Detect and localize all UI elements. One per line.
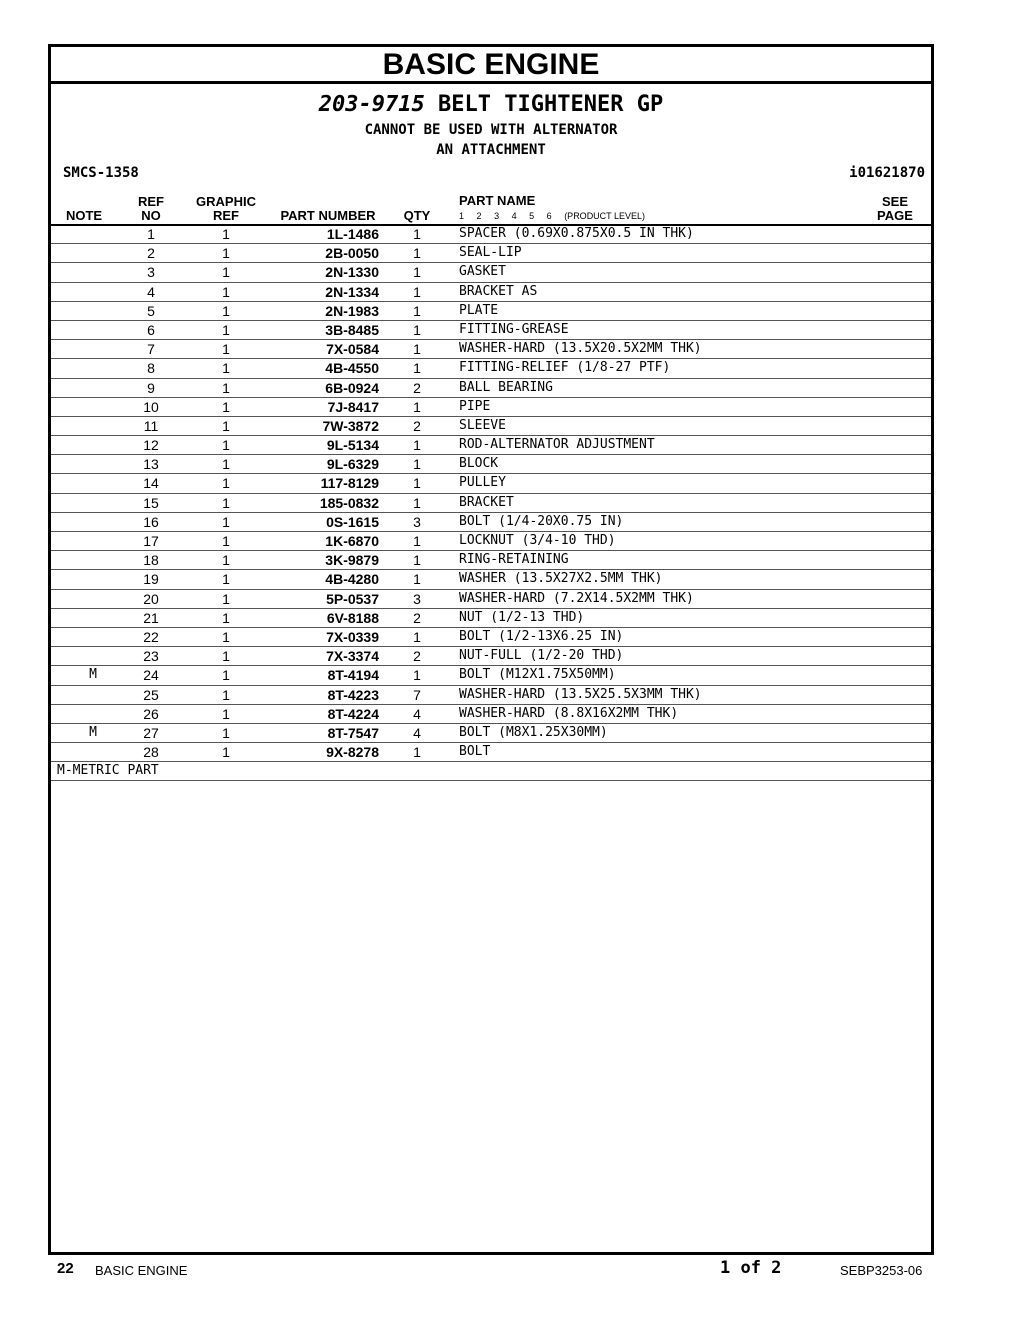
- table-row: [51, 647, 931, 666]
- col-note: NOTE: [65, 208, 103, 223]
- part-number-cell: 7X-0584: [326, 341, 379, 358]
- part-number-cell: 185-0832: [319, 494, 379, 511]
- part-name-cell: GASKET: [459, 264, 506, 280]
- graphic-ref-cell: 1: [222, 226, 230, 242]
- graphic-ref-cell: 1: [222, 686, 230, 703]
- footer-page-number: 22: [57, 1260, 74, 1277]
- graphic-ref-cell: 1: [222, 475, 230, 492]
- table-row: [51, 686, 931, 705]
- part-name-cell: PULLEY: [459, 475, 506, 491]
- graphic-ref-cell: 1: [222, 283, 230, 300]
- table-row: [51, 628, 931, 647]
- ref-no-cell: 22: [143, 628, 159, 645]
- table-row: [51, 494, 931, 513]
- part-name-cell: ROD-ALTERNATOR ADJUSTMENT: [459, 437, 655, 453]
- table-row: [51, 417, 931, 436]
- smcs-code: SMCS-1358: [63, 165, 139, 181]
- group-title: [51, 91, 931, 119]
- product-level-digit: 1: [459, 211, 465, 221]
- ref-no-cell: 16: [143, 513, 159, 530]
- part-number-cell: 6B-0924: [325, 379, 379, 396]
- qty-cell: 1: [413, 398, 421, 415]
- ref-no-cell: 25: [143, 686, 159, 703]
- part-name-cell: NUT-FULL (1/2-20 THD): [459, 648, 624, 664]
- table-row: [51, 283, 931, 302]
- ref-no-cell: 4: [147, 283, 155, 300]
- part-name-cell: WASHER-HARD (13.5X20.5X2MM THK): [459, 341, 702, 357]
- qty-cell: 1: [413, 341, 421, 358]
- qty-cell: 1: [413, 302, 421, 319]
- product-level-label: (PRODUCT LEVEL): [564, 211, 646, 221]
- ref-no-cell: 13: [143, 456, 159, 473]
- part-number-cell: 7J-8417: [327, 398, 379, 415]
- graphic-ref-cell: 1: [222, 571, 230, 588]
- qty-cell: 1: [413, 321, 421, 338]
- group-name: BELT TIGHTENER GP: [438, 92, 664, 117]
- parts-list-frame: [48, 44, 934, 1255]
- graphic-ref-cell: 1: [222, 456, 230, 473]
- table-row: [51, 551, 931, 570]
- ref-no-cell: 9: [147, 379, 155, 396]
- ref-no-cell: 24: [143, 667, 159, 684]
- graphic-ref-cell: 1: [222, 513, 230, 530]
- footnote: M-METRIC PART: [51, 762, 931, 781]
- ref-no-cell: 17: [143, 533, 159, 549]
- col-ref-bottom: NO: [141, 208, 161, 223]
- part-number-cell: 7X-3374: [326, 648, 379, 665]
- graphic-ref-cell: 1: [222, 533, 230, 549]
- ref-no-cell: 27: [143, 724, 159, 741]
- table-row: [51, 705, 931, 724]
- part-number-cell: 117-8129: [320, 475, 379, 492]
- graphic-ref-cell: 1: [222, 667, 230, 684]
- table-row: [51, 590, 931, 609]
- col-part-name: PART NAME: [459, 193, 536, 208]
- qty-cell: 1: [413, 628, 421, 645]
- graphic-ref-cell: 1: [222, 744, 230, 761]
- part-number-cell: 7W-3872: [322, 417, 379, 434]
- graphic-ref-cell: 1: [222, 590, 230, 607]
- part-name-cell: LOCKNUT (3/4-10 THD): [459, 533, 616, 548]
- table-row: [51, 724, 931, 743]
- qty-cell: 1: [413, 667, 421, 684]
- table-row: [51, 570, 931, 589]
- part-number-cell: 2N-1330: [325, 264, 379, 281]
- table-row: [51, 302, 931, 321]
- part-name-cell: BOLT (1/4-20X0.75 IN): [459, 513, 624, 529]
- table-row: [51, 244, 931, 263]
- part-number-cell: 0S-1615: [326, 513, 379, 530]
- part-name-cell: BALL BEARING: [459, 379, 553, 395]
- part-name-cell: BRACKET AS: [459, 283, 538, 299]
- ref-no-cell: 1: [147, 226, 155, 242]
- qty-cell: 4: [413, 724, 421, 741]
- part-number-cell: 2N-1334: [325, 283, 379, 300]
- table-row: [51, 379, 931, 398]
- qty-cell: 2: [413, 648, 421, 665]
- qty-cell: 1: [413, 552, 421, 569]
- ref-no-cell: 2: [147, 245, 155, 262]
- ref-no-cell: 28: [143, 744, 159, 761]
- qty-cell: 1: [413, 226, 421, 242]
- ref-no-cell: 12: [143, 437, 159, 454]
- part-number-cell: 8T-4194: [327, 667, 379, 684]
- table-row: [51, 666, 931, 685]
- table-row: [51, 743, 931, 762]
- table-row: [51, 455, 931, 474]
- part-number-cell: 9L-5134: [326, 437, 379, 454]
- part-name-cell: BLOCK: [459, 456, 499, 472]
- illustration-id: i01621870: [849, 165, 925, 181]
- graphic-ref-cell: 1: [222, 245, 230, 262]
- qty-cell: 3: [413, 513, 421, 530]
- graphic-ref-cell: 1: [222, 552, 230, 569]
- part-name-cell: NUT (1/2-13 THD): [459, 609, 585, 625]
- part-name-cell: SLEEVE: [459, 417, 506, 433]
- product-level-digit: 4: [511, 211, 517, 221]
- qty-cell: 2: [413, 379, 421, 396]
- ref-no-cell: 7: [147, 341, 155, 358]
- footer-publication: SEBP3253-06: [840, 1263, 923, 1278]
- qty-cell: 1: [413, 360, 421, 377]
- ref-no-cell: 15: [143, 494, 159, 511]
- table-row: [51, 398, 931, 417]
- table-row: [51, 532, 931, 551]
- graphic-ref-cell: 1: [222, 379, 230, 396]
- part-number-cell: 1L-1486: [326, 226, 379, 242]
- footer-page-of: 1 of 2: [720, 1258, 782, 1278]
- part-number-cell: 4B-4280: [325, 571, 379, 588]
- qty-cell: 1: [413, 456, 421, 473]
- part-name-cell: BOLT (M12X1.75X50MM): [459, 667, 616, 683]
- col-see-bottom: PAGE: [877, 208, 913, 223]
- qty-cell: 1: [413, 264, 421, 281]
- graphic-ref-cell: 1: [222, 360, 230, 377]
- graphic-ref-cell: 1: [222, 321, 230, 338]
- ref-no-cell: 18: [143, 552, 159, 569]
- qty-cell: 1: [413, 245, 421, 262]
- qty-cell: 1: [413, 533, 421, 549]
- part-number-cell: 9X-8278: [326, 744, 379, 761]
- graphic-ref-cell: 1: [222, 264, 230, 281]
- parts-table: [51, 225, 931, 781]
- part-number-cell: 9L-6329: [326, 456, 379, 473]
- product-level-digit: 3: [494, 211, 500, 221]
- part-number-cell: 5P-0537: [326, 590, 379, 607]
- qty-cell: 1: [413, 437, 421, 454]
- subtitle-line-2: AN ATTACHMENT: [436, 142, 546, 158]
- table-row: [51, 359, 931, 378]
- ref-no-cell: 10: [143, 398, 159, 415]
- part-name-cell: SPACER (0.69X0.875X0.5 IN THK): [459, 226, 694, 241]
- graphic-ref-cell: 1: [222, 302, 230, 319]
- ref-no-cell: 21: [143, 609, 159, 626]
- part-number-cell: 2B-0050: [325, 245, 379, 262]
- part-name-cell: BRACKET: [459, 494, 514, 510]
- note-cell: M: [89, 724, 97, 740]
- table-row: [51, 474, 931, 493]
- note-cell: M: [89, 667, 97, 683]
- table-row: [51, 321, 931, 340]
- qty-cell: 1: [413, 494, 421, 511]
- ref-no-cell: 23: [143, 648, 159, 665]
- part-name-cell: PLATE: [459, 302, 499, 318]
- graphic-ref-cell: 1: [222, 341, 230, 358]
- ref-no-cell: 19: [143, 571, 159, 588]
- graphic-ref-cell: 1: [222, 437, 230, 454]
- graphic-ref-cell: 1: [222, 648, 230, 665]
- qty-cell: 1: [413, 744, 421, 761]
- ref-no-cell: 14: [143, 475, 159, 492]
- footer-section: BASIC ENGINE: [95, 1263, 188, 1278]
- graphic-ref-cell: 1: [222, 609, 230, 626]
- graphic-ref-cell: 1: [222, 628, 230, 645]
- graphic-ref-cell: 1: [222, 494, 230, 511]
- part-number-cell: 3B-8485: [325, 321, 379, 338]
- graphic-ref-cell: 1: [222, 398, 230, 415]
- col-qty: QTY: [403, 208, 431, 223]
- ref-no-cell: 20: [143, 590, 159, 607]
- part-name-cell: PIPE: [459, 398, 491, 414]
- table-row: [51, 513, 931, 532]
- col-graphic-top: GRAPHIC: [196, 194, 256, 209]
- part-name-cell: WASHER-HARD (13.5X25.5X3MM THK): [459, 686, 702, 702]
- product-levels: [459, 211, 655, 221]
- part-number-cell: 3K-9879: [325, 552, 379, 569]
- subtitle-line-1: CANNOT BE USED WITH ALTERNATOR: [364, 122, 618, 138]
- part-name-cell: WASHER-HARD (7.2X14.5X2MM THK): [459, 590, 694, 606]
- col-part-number: PART NUMBER: [280, 208, 376, 223]
- part-number-cell: 8T-4223: [327, 686, 379, 703]
- qty-cell: 1: [413, 475, 421, 492]
- part-number-cell: 4B-4550: [325, 360, 379, 377]
- part-number-cell: 2N-1983: [325, 302, 379, 319]
- col-see-top: SEE: [881, 194, 908, 209]
- ref-no-cell: 6: [147, 321, 155, 338]
- qty-cell: 3: [413, 590, 421, 607]
- col-ref-top: REF: [138, 194, 164, 209]
- graphic-ref-cell: 1: [222, 724, 230, 741]
- part-name-cell: BOLT (1/2-13X6.25 IN): [459, 628, 624, 644]
- section-title: BASIC ENGINE: [51, 47, 931, 84]
- table-row: [51, 263, 931, 282]
- product-level-digit: 5: [529, 211, 535, 221]
- ref-no-cell: 5: [147, 302, 155, 319]
- table-row: [51, 436, 931, 455]
- part-name-cell: SEAL-LIP: [459, 245, 522, 261]
- table-row: [51, 340, 931, 359]
- qty-cell: 7: [413, 686, 421, 703]
- ref-no-cell: 11: [143, 417, 159, 434]
- part-name-cell: FITTING-GREASE: [459, 321, 569, 337]
- qty-cell: 2: [413, 417, 421, 434]
- qty-cell: 4: [413, 705, 421, 722]
- qty-cell: 1: [413, 283, 421, 300]
- qty-cell: 2: [413, 609, 421, 626]
- product-level-digit: 6: [546, 211, 552, 221]
- part-number-cell: 7X-0339: [326, 628, 379, 645]
- part-name-cell: RING-RETAINING: [459, 552, 569, 568]
- part-name-cell: BOLT (M8X1.25X30MM): [459, 724, 608, 740]
- part-name-cell: FITTING-RELIEF (1/8-27 PTF): [459, 360, 671, 376]
- part-name-cell: BOLT: [459, 744, 491, 760]
- part-name-cell: WASHER (13.5X27X2.5MM THK): [459, 571, 663, 587]
- part-number-cell: 1K-6870: [325, 533, 379, 549]
- table-row: [51, 609, 931, 628]
- graphic-ref-cell: 1: [222, 705, 230, 722]
- qty-cell: 1: [413, 571, 421, 588]
- graphic-ref-cell: 1: [222, 417, 230, 434]
- product-level-digit: 2: [476, 211, 482, 221]
- part-number-cell: 8T-7547: [327, 724, 379, 741]
- table-row: [51, 225, 931, 244]
- ref-no-cell: 3: [147, 264, 155, 281]
- part-number-cell: 8T-4224: [327, 705, 379, 722]
- ref-no-cell: 8: [147, 360, 155, 377]
- part-number-cell: 6V-8188: [326, 609, 379, 626]
- col-graphic-bottom: REF: [213, 208, 239, 223]
- group-number: 203-9715: [318, 92, 425, 117]
- part-name-cell: WASHER-HARD (8.8X16X2MM THK): [459, 705, 679, 721]
- ref-no-cell: 26: [143, 705, 159, 722]
